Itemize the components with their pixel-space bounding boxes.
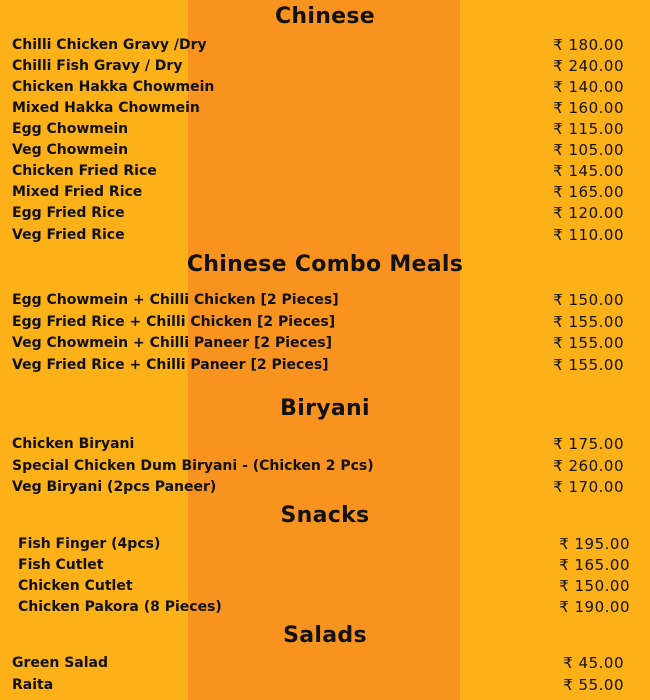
item-name: Chicken Biryani bbox=[12, 436, 135, 452]
item-name: Veg Chowmein bbox=[12, 142, 129, 158]
item-name: Veg Fried Rice bbox=[12, 227, 125, 243]
item-name: Veg Chowmein + Chilli Paneer [2 Pieces] bbox=[12, 335, 333, 351]
menu-item bbox=[12, 35, 624, 56]
menu-item bbox=[12, 161, 624, 182]
item-price: ₹ 120.00 bbox=[553, 204, 624, 222]
menu-item bbox=[12, 203, 624, 224]
item-name: Egg Chowmein + Chilli Chicken [2 Pieces] bbox=[12, 292, 339, 308]
item-price: ₹ 155.00 bbox=[553, 356, 624, 374]
menu-item bbox=[18, 576, 630, 597]
menu-item bbox=[12, 675, 624, 696]
item-price: ₹ 45.00 bbox=[563, 654, 624, 672]
item-price: ₹ 150.00 bbox=[559, 577, 630, 595]
item-price: ₹ 150.00 bbox=[553, 291, 624, 309]
item-name: Veg Fried Rice + Chilli Paneer [2 Pieces] bbox=[12, 357, 329, 373]
item-name: Raita bbox=[12, 677, 54, 693]
item-price: ₹ 155.00 bbox=[553, 334, 624, 352]
menu-item bbox=[12, 182, 624, 203]
menu-item bbox=[12, 456, 624, 477]
menu-item bbox=[12, 653, 624, 674]
item-price: ₹ 195.00 bbox=[559, 535, 630, 553]
item-price: ₹ 105.00 bbox=[553, 141, 624, 159]
section-heading-chinese: Chinese bbox=[274, 4, 376, 29]
menu-item bbox=[12, 290, 624, 311]
menu-item bbox=[12, 477, 624, 498]
item-name: Chicken Pakora (8 Pieces) bbox=[18, 599, 222, 615]
item-price: ₹ 115.00 bbox=[553, 120, 624, 138]
menu-item bbox=[12, 333, 624, 354]
menu-item bbox=[12, 225, 624, 246]
item-name: Egg Fried Rice + Chilli Chicken [2 Pieces] bbox=[12, 314, 336, 330]
item-name: Mixed Fried Rice bbox=[12, 184, 143, 200]
menu-item bbox=[12, 56, 624, 77]
menu-item bbox=[18, 597, 630, 618]
item-name: Chicken Hakka Chowmein bbox=[12, 79, 215, 95]
menu-item bbox=[12, 119, 624, 140]
item-name: Chilli Fish Gravy / Dry bbox=[12, 58, 183, 74]
item-price: ₹ 240.00 bbox=[553, 57, 624, 75]
item-name: Mixed Hakka Chowmein bbox=[12, 100, 200, 116]
section-heading-combo-meals: Chinese Combo Meals bbox=[186, 252, 464, 277]
item-name: Chicken Cutlet bbox=[18, 578, 133, 594]
item-price: ₹ 165.00 bbox=[553, 183, 624, 201]
item-price: ₹ 140.00 bbox=[553, 78, 624, 96]
section-heading-biryani: Biryani bbox=[280, 396, 370, 421]
item-name: Fish Cutlet bbox=[18, 557, 104, 573]
menu-item bbox=[12, 140, 624, 161]
item-name: Special Chicken Dum Biryani - (Chicken 2 Pcs) bbox=[12, 458, 374, 474]
item-price: ₹ 155.00 bbox=[553, 313, 624, 331]
menu-item bbox=[12, 355, 624, 376]
item-name: Egg Fried Rice bbox=[12, 205, 125, 221]
item-price: ₹ 165.00 bbox=[559, 556, 630, 574]
item-price: ₹ 260.00 bbox=[553, 457, 624, 475]
section-heading-salads: Salads bbox=[283, 623, 367, 648]
item-name: Chilli Chicken Gravy /Dry bbox=[12, 37, 207, 53]
item-price: ₹ 55.00 bbox=[563, 676, 624, 694]
item-price: ₹ 190.00 bbox=[559, 598, 630, 616]
menu-item bbox=[12, 98, 624, 119]
item-price: ₹ 145.00 bbox=[553, 162, 624, 180]
item-price: ₹ 180.00 bbox=[553, 36, 624, 54]
item-name: Veg Biryani (2pcs Paneer) bbox=[12, 479, 217, 495]
item-price: ₹ 160.00 bbox=[553, 99, 624, 117]
item-price: ₹ 110.00 bbox=[553, 226, 624, 244]
item-price: ₹ 175.00 bbox=[553, 435, 624, 453]
item-name: Chicken Fried Rice bbox=[12, 163, 157, 179]
item-name: Green Salad bbox=[12, 655, 109, 671]
menu-item bbox=[12, 434, 624, 455]
item-price: ₹ 170.00 bbox=[553, 478, 624, 496]
menu-item bbox=[12, 77, 624, 98]
item-name: Egg Chowmein bbox=[12, 121, 129, 137]
menu-item bbox=[12, 312, 624, 333]
item-name: Fish Finger (4pcs) bbox=[18, 536, 161, 552]
menu-item bbox=[18, 534, 630, 555]
menu-item bbox=[18, 555, 630, 576]
section-heading-snacks: Snacks bbox=[280, 503, 370, 528]
